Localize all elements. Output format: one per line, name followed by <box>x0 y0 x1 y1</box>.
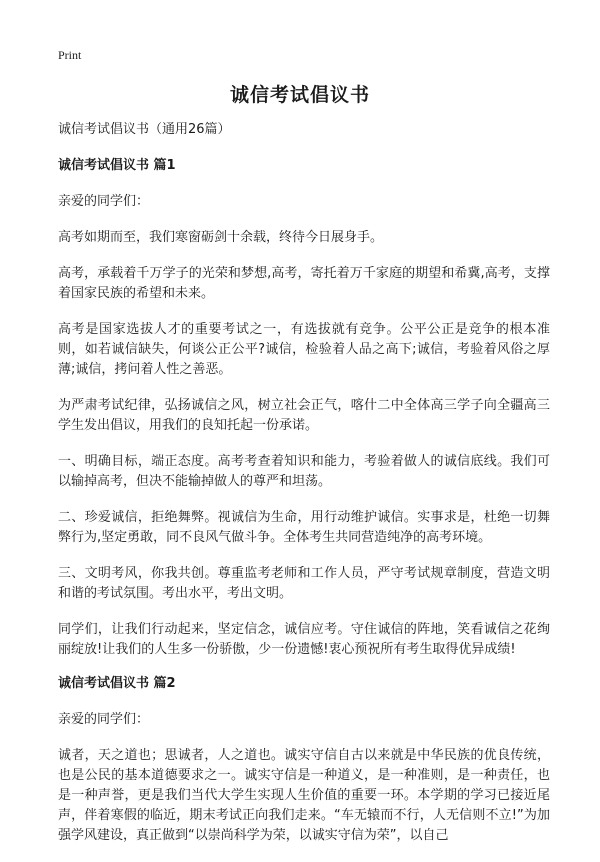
paragraph: 诚者，天之道也；思诚者，人之道也。诚实守信自古以来就是中华民族的优良传统，也是公民的基本道德要求之一。诚实守信是一种道义，是一种准则，是一种责任，也是一种声誉，更是我们当代大学生实现人生价值的重要一环。本学期的学习已接近尾声，伴着寒假的临近，期末考试正向我们走来。“车无辕而不行，人无信则不立!”为加强学风建设，真正做到“以崇尚科学为荣，以诚实守信为荣”，以自己 <box>58 748 550 843</box>
section-1 <box>58 158 550 660</box>
document-subtitle: 诚信考试倡议书（通用26篇） <box>58 122 231 137</box>
paragraph: 二、珍爱诚信，拒绝舞弊。视诚信为生命，用行动维护诚信。实事求是，杜绝一切舞弊行为,坚定勇敢，同不良风气做斗争。全体考生共同营造纯净的高考环境。 <box>58 510 550 545</box>
paragraph: 一、明确目标，端正态度。高考考查着知识和能力，考验着做人的诚信底线。我们可以输掉高考，但决不能输掉做人的尊严和坦荡。 <box>58 454 550 489</box>
paragraph: 同学们，让我们行动起来，坚定信念，诚信应考。守住诚信的阵地，笑看诚信之花绚丽绽放!让我们的人生多一份骄傲，少一份遗憾!衷心预祝所有考生取得优异成绩! <box>58 622 550 657</box>
paragraph: 高考是国家选拔人才的重要考试之一，有选拔就有竞争。公平公正是竞争的根本准则，如若诚信缺失，何谈公正公平?诚信，检验着人品之高下;诚信，考验着风俗之厚薄;诚信，拷问着人性之善恶。 <box>58 322 550 377</box>
paragraph: 高考如期而至，我们寒窗砺剑十余载，终待今日展身手。 <box>58 230 384 245</box>
page-title: 诚信考试倡议书 <box>229 84 370 106</box>
document-body <box>58 122 550 862</box>
paragraph: 亲爱的同学们： <box>58 194 150 209</box>
section-heading: 诚信考试倡议书 篇1 <box>58 158 176 173</box>
paragraph: 为严肃考试纪律，弘扬诚信之风，树立社会正气，喀什二中全体高三学子向全疆高三学生发出倡议，用我们的良知托起一份承诺。 <box>58 398 550 433</box>
section-2 <box>58 676 550 846</box>
print-link[interactable]: Print <box>58 48 82 62</box>
paragraph: 亲爱的同学们： <box>58 712 150 727</box>
paragraph: 三、文明考风，你我共创。尊重监考老师和工作人员，严守考试规章制度，营造文明和谐的考试氛围。考出水平，考出文明。 <box>58 566 550 601</box>
section-heading: 诚信考试倡议书 篇2 <box>58 676 176 691</box>
paragraph: 高考，承载着千万学子的光荣和梦想,高考，寄托着万千家庭的期望和希冀,高考，支撑着国家民族的希望和未来。 <box>58 266 550 301</box>
